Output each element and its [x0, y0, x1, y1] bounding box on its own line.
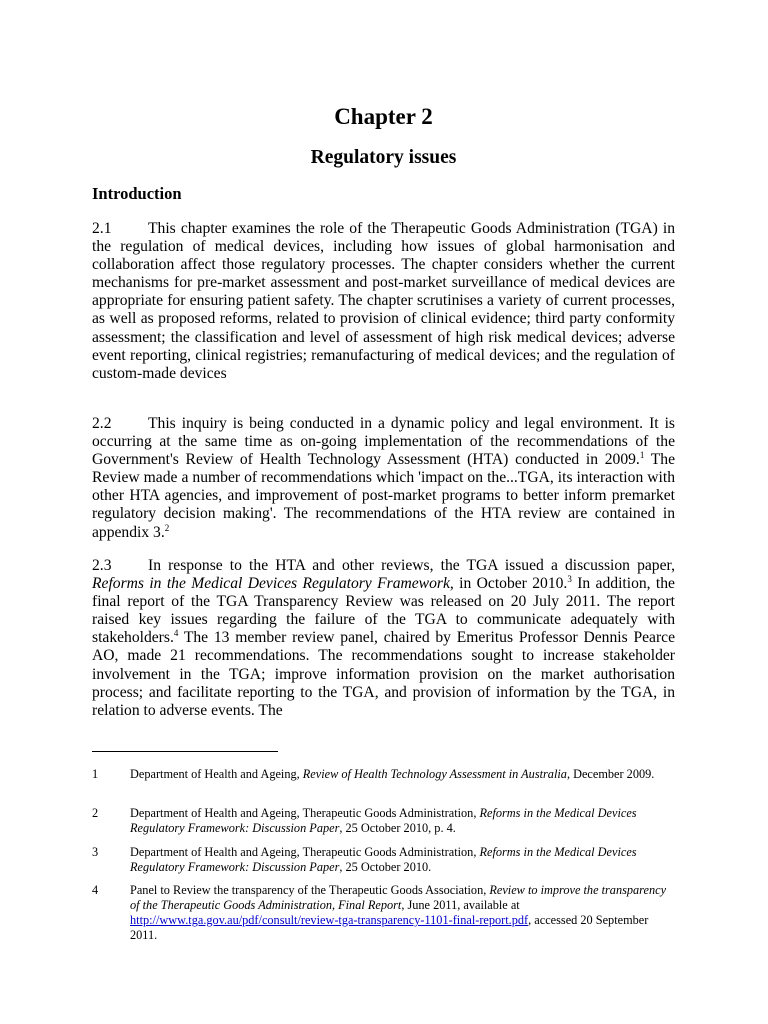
paragraph-text: The Review made a number of recommendations which 'impact on the...TGA, its interaction with other HTA agencies, and improvement of post-market programs to better inform premarket regulatory decision making'. The recommendations of the HTA review are contained in appendix 3. — [92, 451, 675, 541]
footnote-text — [130, 883, 675, 943]
footnote-ref[interactable]: 1 — [639, 450, 645, 460]
paragraph-2-1 — [92, 220, 675, 383]
footnote-text-part: , June 2011, available at — [401, 898, 520, 912]
paragraph-text: The 13 member review panel, chaired by Emeritus Professor Dennis Pearce AO, made 21 recommendations. The recommendations sought to increase stakeholder involvement in the TGA; improve information provision on the market authorisation process; and facilitate reporting to the TGA, and provision of information by the TGA, in relation to adverse events. The — [92, 629, 675, 719]
footnote-title-italic: Reforms in the Medical Devices Regulatory Framework: Discussion Paper — [130, 806, 637, 835]
footnote-3 — [92, 845, 675, 875]
footnote-1 — [92, 767, 675, 782]
footnote-number: 4 — [92, 883, 99, 897]
footnote-title-italic: Reforms in the Medical Devices Regulatory Framework: Discussion Paper — [130, 845, 637, 874]
chapter-title: Regulatory issues — [310, 147, 457, 168]
footnote-text-part: , December 2009. — [566, 767, 655, 781]
section-heading: Introduction — [92, 184, 182, 203]
report-url-link[interactable]: http://www.tga.gov.au/pdf/consult/review-tga-transparency-1101-final-report.pdf — [130, 913, 529, 927]
paragraph-number: 2.2 — [92, 415, 112, 432]
paragraph-number: 2.3 — [92, 557, 112, 574]
footnote-number: 1 — [92, 767, 99, 781]
document-page — [92, 0, 675, 1024]
footnote-2 — [92, 806, 675, 836]
footnote-text-part: Department of Health and Ageing, — [130, 767, 303, 781]
footnote-number: 2 — [92, 806, 99, 820]
footnote-text-part: , 25 October 2010, p. 4. — [339, 821, 456, 835]
document-title-italic: Reforms in the Medical Devices Regulatory Framework — [92, 575, 450, 593]
paragraph-2-2 — [92, 415, 675, 542]
footnote-ref[interactable]: 3 — [567, 573, 572, 584]
footnote-text — [130, 845, 675, 875]
paragraph-text: , in October 2010. — [449, 575, 568, 593]
footnote-text — [130, 767, 675, 782]
footnote-title-italic: Review of Health Technology Assessment in Australia — [302, 767, 567, 781]
paragraph-text: In response to the HTA and other reviews, the TGA issued a discussion paper, — [148, 557, 675, 574]
footnote-text-part: , 25 October 2010. — [339, 860, 432, 874]
footnote-text-part: Panel to Review the transparency of the Therapeutic Goods Association, — [130, 883, 490, 897]
footnote-ref[interactable]: 4 — [173, 628, 179, 639]
footnote-text-part: Department of Health and Ageing, Therapeutic Goods Administration, — [130, 806, 480, 820]
footnote-text-part: Department of Health and Ageing, Therapeutic Goods Administration, — [130, 845, 480, 859]
footnote-text — [130, 806, 675, 836]
paragraph-number: 2.1 — [92, 220, 112, 237]
footnote-ref[interactable]: 2 — [164, 522, 170, 533]
footnote-number: 3 — [92, 845, 99, 859]
paragraph-text: This inquiry is being conducted in a dynamic policy and legal environment. It is occurring at the same time as on-going implementation of the recommendations of the Government's Review of Health Technology Assessment (HTA) conducted in 2009. — [92, 415, 675, 469]
paragraph-text: In addition, the final report of the TGA Transparency Review was released on 20 July 2011. The report raised key issues regarding the failure of the TGA to communicate adequately with stakeholders. — [92, 575, 675, 647]
paragraph-text: This chapter examines the role of the Therapeutic Goods Administration (TGA) in the regulation of medical devices, including how issues of global harmonisation and collaboration affect those regulatory processes. The chapter considers whether the current mechanisms for pre-market assessment and post-market surveillance of medical devices are appropriate for ensuring patient safety. The chapter scrutinises a variety of current processes, as well as proposed reforms, related to provision of clinical evidence; third party conformity assessment; the classification and level of assessment of high risk medical devices; adverse event reporting, clinical registries; remanufacturing of medical devices; and the regulation of custom-made devices — [92, 220, 675, 382]
footnote-4 — [92, 883, 675, 943]
footnote-title-italic: Review to improve the transparency of the Therapeutic Goods Administration, Final Report — [130, 883, 667, 912]
paragraph-2-3 — [92, 557, 675, 720]
footnote-divider — [92, 751, 278, 752]
chapter-heading: Chapter 2 — [334, 104, 433, 129]
footnote-text-part: , accessed 20 September 2011. — [130, 913, 649, 942]
